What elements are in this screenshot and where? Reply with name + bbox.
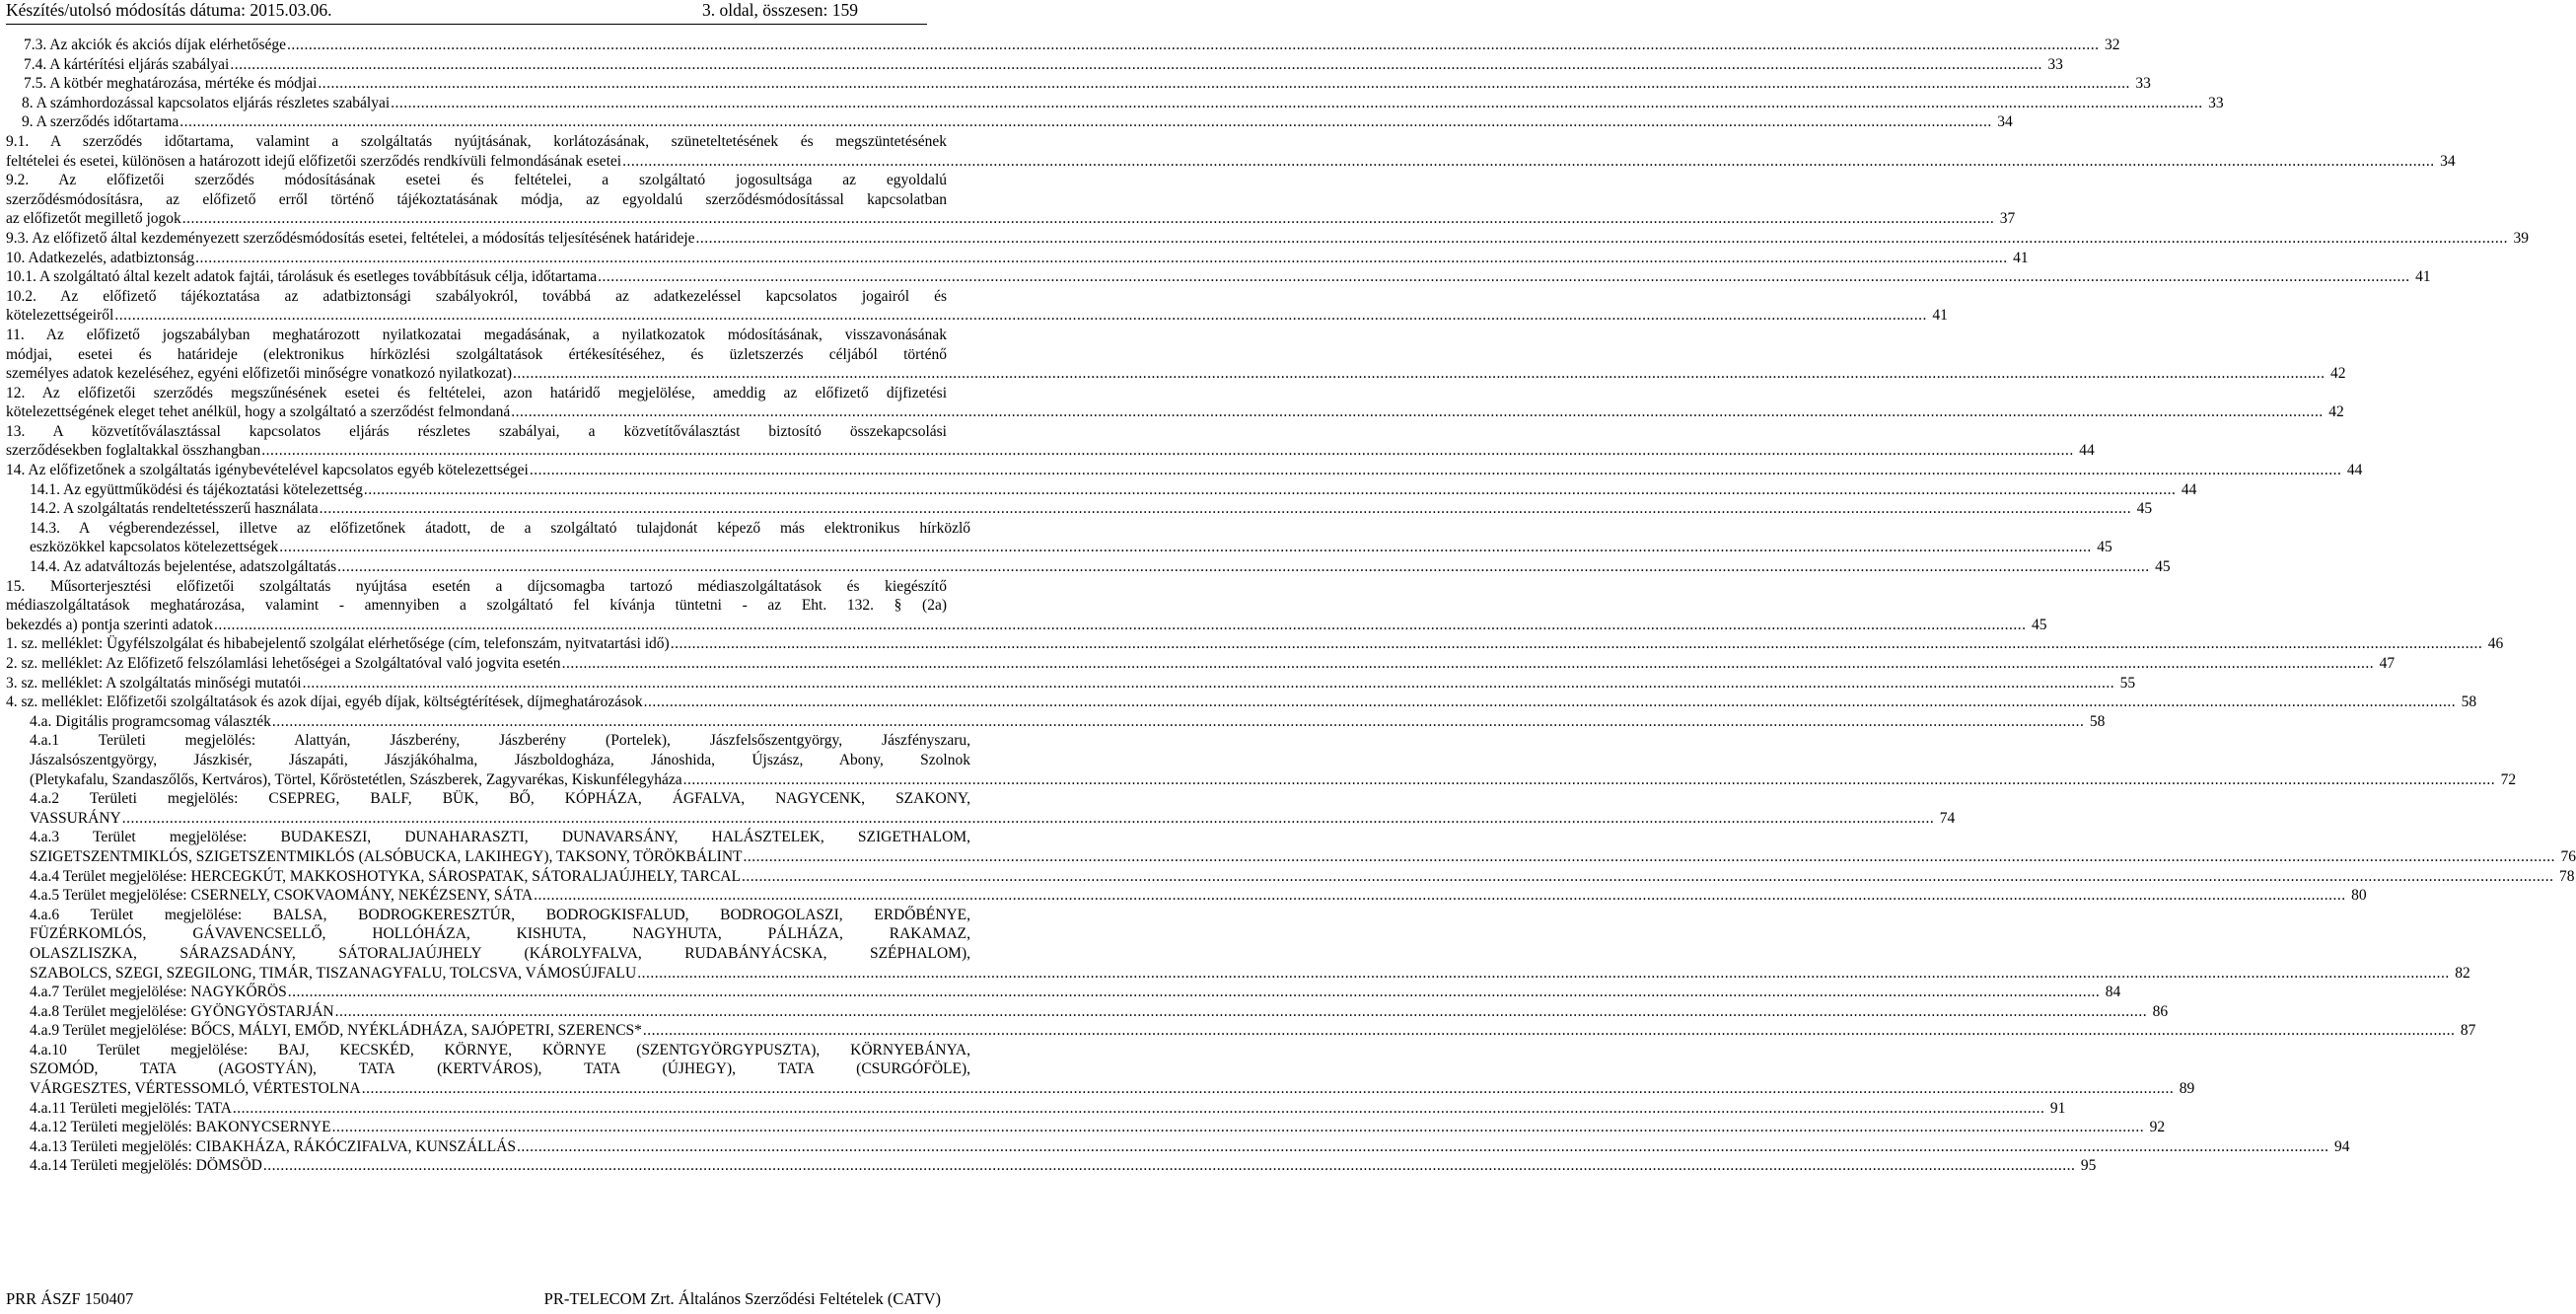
toc-entry-title: 4. sz. melléklet: Előfizetői szolgáltatások és azok díjai, egyéb díjak, költségtérítések, díjmeghatározások	[6, 694, 643, 711]
toc-entry-title: 14.4. Az adatváltozás bejelentése, adatszolgáltatás	[30, 558, 337, 576]
toc-page-number: 44	[2346, 462, 2363, 479]
toc-entry[interactable]	[6, 906, 2470, 983]
page-header	[6, 0, 927, 25]
toc-entry-title: 4.a.14 Területi megjelölés: DÖMSÖD	[30, 1157, 262, 1175]
page-footer	[6, 1288, 947, 1314]
toc-entry[interactable]	[6, 1002, 2169, 1022]
toc-entry[interactable]	[6, 867, 2575, 887]
toc-entry-text-line: szerződésmódosításra, az előfizető erről történő tájékoztatásának módja, az egyoldalú szerződésmódosítással kapcsolatban	[6, 190, 947, 208]
dot-leader	[696, 229, 2509, 249]
toc-entry-title: 7.4. A kártérítési eljárás szabályai	[24, 55, 230, 73]
dot-leader	[230, 55, 2042, 75]
toc-entry-text-line: 4.a.6 Terület megjelölése: BALSA, BODROGKERESZTÚR, BODROGKISFALUD, BODROGOLASZI, ERDŐBÉNYE,	[30, 906, 970, 923]
toc-entry-text-line: 4.a.1 Területi megjelölés: Alattyán, Jászberény, Jászberény (Portelek), Jászfelsőszentgyörgy, Jászfényszaru,	[30, 732, 970, 750]
toc-entry[interactable]	[6, 499, 2153, 519]
toc-entry[interactable]	[6, 171, 2016, 229]
dot-leader	[337, 557, 2150, 577]
dot-leader	[214, 616, 2027, 635]
toc-page-number: 74	[1939, 809, 1956, 827]
toc-entry-title: az előfizetőt megillető jogok	[6, 210, 181, 228]
toc-entry-text-line: 15. Műsorterjesztési előfizetői szolgáltatás nyújtása esetén a díjcsomagba tartozó médiaszolgáltatások és kiegészítő	[6, 577, 947, 595]
toc-entry[interactable]	[6, 249, 2029, 268]
toc-entry[interactable]	[6, 384, 2344, 422]
toc-entry-title: 4.a.4 Terület megjelölése: HERCEGKÚT, MAKKOSHOTYKA, SÁROSPATAK, SÁTORALJAÚJHELY, TARCAL	[30, 867, 741, 885]
dot-leader	[364, 480, 2177, 500]
toc-entry[interactable]	[6, 74, 2151, 94]
dot-leader	[513, 364, 2326, 384]
toc-entry[interactable]	[6, 983, 2121, 1002]
dot-leader	[335, 1002, 2148, 1022]
toc-entry[interactable]	[6, 94, 2224, 113]
toc-entry-title: személyes adatok kezeléséhez, egyéni előfizetői minőségre vonatkozó nyilatkozat)	[6, 365, 513, 383]
toc-entry[interactable]	[6, 557, 2171, 577]
toc-page-number: 34	[2440, 152, 2456, 170]
dot-leader	[534, 886, 2346, 906]
toc-entry[interactable]	[6, 55, 2063, 75]
toc-page-number: 58	[2461, 694, 2477, 711]
toc-page-number: 45	[2097, 539, 2112, 556]
dot-leader	[179, 112, 1992, 132]
dot-leader	[318, 74, 2130, 94]
dot-leader	[279, 538, 2092, 557]
table-of-contents	[6, 36, 2576, 1176]
toc-page-number: 46	[2487, 635, 2504, 653]
toc-page-number: 94	[2334, 1137, 2350, 1155]
toc-entry-title: SZIGETSZENTMIKLÓS, SZIGETSZENTMIKLÓS (ALSÓBUCKA, LAKIHEGY), TAKSONY, TÖRÖKBÁLINT	[30, 847, 743, 865]
toc-entry[interactable]	[6, 693, 2477, 712]
toc-entry[interactable]	[6, 712, 2106, 732]
toc-entry-title: 14.1. Az együttműködési és tájékoztatási kötelezettség	[30, 480, 363, 498]
toc-page-number: 33	[2135, 75, 2151, 93]
toc-entry-title: VÁRGESZTES, VÉRTESSOMLÓ, VÉRTESTOLNA	[30, 1080, 361, 1098]
dot-leader	[637, 964, 2450, 984]
toc-page-number: 91	[2049, 1099, 2066, 1117]
toc-page-number: 95	[2080, 1157, 2097, 1175]
toc-entry[interactable]	[6, 886, 2367, 906]
toc-entry-text-line: 9.1. A szerződés időtartama, valamint a szolgáltatás nyújtásának, korlátozásának, szüneteltetésének és megszüntetésének	[6, 132, 947, 150]
dot-leader	[261, 441, 2074, 461]
toc-entry-text-line: 13. A közvetítőválasztással kapcsolatos eljárás részletes szabályai, a közvetítőválasztást biztosító összekapcsolási	[6, 422, 947, 440]
toc-entry-title: 4.a.7 Terület megjelölése: NAGYKŐRÖS	[30, 984, 287, 1001]
toc-entry-title: kötelezettségeiről	[6, 307, 114, 325]
dot-leader	[511, 402, 2324, 422]
toc-page-number: 44	[2181, 480, 2197, 498]
modification-date: Készítés/utolsó módosítás dátuma: 2015.03.06.	[6, 0, 332, 20]
toc-entry[interactable]	[6, 674, 2136, 694]
dot-leader	[643, 1021, 2456, 1041]
toc-entry[interactable]	[6, 1041, 2195, 1099]
toc-entry[interactable]	[6, 229, 2530, 249]
toc-entry-title: 4.a.8 Terület megjelölése: GYÖNGYÖSTARJÁN	[30, 1002, 334, 1020]
toc-entry-text-line: OLASZLISZKA, SÁRAZSADÁNY, SÁTORALJAÚJHELY (KÁROLYFALVA, RUDABÁNYÁCSKA, SZÉPHALOM),	[30, 944, 970, 962]
toc-entry-text-line: Jászalsószentgyörgy, Jászkisér, Jászapáti, Jászjákóhalma, Jászboldogháza, Jánoshida, Újszász, Abony, Szolnok	[30, 751, 970, 768]
dot-leader	[263, 1156, 2076, 1176]
toc-entry-text-line: 14.3. A végberendezéssel, illetve az előfizetőnek átadott, de a szolgáltató tulajdonát képező más elektronikus hírközlő	[30, 519, 970, 537]
toc-entry-text-line: módjai, esetei és határideje (elektronikus hírközlési szolgáltatások értékesítéséhez, és üzletszerzés céljából történő	[6, 345, 947, 363]
dot-leader	[233, 1099, 2045, 1119]
toc-entry-title: 7.3. Az akciók és akciós díjak elérhetősége	[24, 36, 286, 53]
toc-entry-title: 9. A szerződés időtartama	[22, 113, 179, 131]
toc-entry-title: 3. sz. melléklet: A szolgáltatás minőségi mutatói	[6, 674, 302, 692]
dot-leader	[195, 249, 2008, 268]
toc-entry[interactable]	[6, 519, 2112, 557]
toc-page-number: 45	[2032, 616, 2047, 633]
toc-page-number: 33	[2208, 94, 2224, 111]
document-title: PR-TELECOM Zrt. Általános Szerződési Feltételek (CATV)	[543, 1289, 941, 1308]
toc-page-number: 33	[2047, 55, 2063, 73]
toc-entry-title: 1. sz. melléklet: Ügyfélszolgálat és hibabejelentő szolgálat elérhetősége (cím, telefonszám, nyitvatartási idő)	[6, 635, 670, 653]
dot-leader	[671, 634, 2483, 654]
toc-entry[interactable]	[6, 112, 2013, 132]
toc-page-number: 44	[2079, 442, 2095, 460]
toc-page-number: 47	[2379, 655, 2396, 672]
toc-entry[interactable]	[6, 36, 2120, 55]
toc-entry-title: 14. Az előfizetőnek a szolgáltatás igénybevételével kapcsolatos egyéb kötelezettségei	[6, 462, 529, 479]
toc-page-number: 55	[2119, 674, 2136, 692]
toc-page-number: 84	[2105, 984, 2121, 1001]
toc-entry[interactable]	[6, 731, 2517, 789]
toc-page-number: 42	[2328, 403, 2344, 421]
toc-page-number: 32	[2105, 36, 2120, 53]
toc-entry-title: 4.a. Digitális programcsomag választék	[30, 712, 271, 730]
toc-entry[interactable]	[6, 326, 2346, 384]
toc-entry-title: eszközökkel kapcsolatos kötelezettségek	[30, 539, 279, 556]
toc-entry-title: 10. Adatkezelés, adatbiztonság	[6, 249, 195, 266]
toc-entry-title: 4.a.11 Területi megjelölés: TATA	[30, 1099, 232, 1117]
toc-page-number: 76	[2560, 847, 2576, 865]
toc-entry-text-line: 11. Az előfizető jogszabályban meghatározott nyilatkozatai megadásának, a nyilatkozatok módosításának, visszavonásának	[6, 326, 947, 343]
toc-page-number: 42	[2330, 365, 2346, 383]
toc-entry[interactable]	[6, 634, 2504, 654]
dot-leader	[644, 693, 2457, 712]
dot-leader	[530, 461, 2342, 480]
toc-entry[interactable]	[6, 267, 2431, 287]
toc-page-number: 41	[2415, 268, 2431, 286]
toc-entry-text-line: 4.a.10 Terület megjelölése: BAJ, KECSKÉD, KÖRNYE, KÖRNYE (SZENTGYÖRGYPUSZTA), KÖRNYEBÁNYA,	[30, 1041, 970, 1058]
toc-entry[interactable]	[6, 1118, 2166, 1137]
toc-entry-text-line: 12. Az előfizetői szerződés megszűnésének esetei és feltételei, azon határidő megjelölése, ameddig az előfizető díjfizetési	[6, 384, 947, 402]
toc-entry-title: feltételei és esetei, különösen a határozott idejű előfizetői szerződés rendkívüli felmondásának esetei	[6, 152, 622, 170]
toc-entry[interactable]	[6, 1021, 2476, 1041]
toc-entry-title: VASSURÁNY	[30, 809, 121, 827]
toc-entry[interactable]	[6, 1156, 2097, 1176]
dot-leader	[598, 267, 2410, 287]
toc-entry-title: (Pletykafalu, Szandaszőlős, Kertváros), Törtel, Kőröstetétlen, Szászberek, Zagyvarékas, Kiskunfélegyháza	[30, 770, 682, 788]
toc-entry[interactable]	[6, 654, 2396, 674]
document-code: PRR ÁSZF 150407	[6, 1289, 134, 1308]
dot-leader	[272, 712, 2085, 732]
dot-leader	[332, 1118, 2145, 1137]
dot-leader	[122, 809, 1935, 829]
page-counter: 3. oldal, összesen: 159	[702, 0, 858, 20]
toc-entry-title: 9.3. Az előfizető által kezdeményezett szerződésmódosítás esetei, feltételei, a módosítás teljesítésének határideje	[6, 229, 695, 247]
toc-entry[interactable]	[6, 789, 1956, 828]
toc-entry-text-line: SZOMÓD, TATA (AGOSTYÁN), TATA (KERTVÁROS), TATA (ÚJHEGY), TATA (CSURGÓFÖLE),	[30, 1060, 970, 1078]
dot-leader	[742, 867, 2554, 887]
dot-leader	[683, 770, 2496, 790]
toc-page-number: 37	[1999, 210, 2016, 228]
toc-entry-title: 10.1. A szolgáltató által kezelt adatok fajtái, tárolásuk és esetleges továbbításuk célja, időtartama	[6, 268, 598, 286]
toc-entry-text-line: 4.a.3 Terület megjelölése: BUDAKESZI, DUNAHARASZTI, DUNAVARSÁNY, HALÁSZTELEK, SZIGETHALOM,	[30, 829, 970, 846]
toc-page-number: 41	[1932, 307, 1948, 325]
toc-entry-text-line: 9.2. Az előfizetői szerződés módosításának esetei és feltételei, a szolgáltató jogosultsága az egyoldalú	[6, 172, 947, 189]
toc-page-number: 58	[2089, 712, 2106, 730]
dot-leader	[622, 152, 2435, 172]
toc-entry-title: bekezdés a) pontja szerinti adatok	[6, 616, 214, 633]
dot-leader	[303, 674, 2115, 694]
toc-page-number: 82	[2455, 964, 2470, 982]
toc-entry-title: 4.a.5 Terület megjelölése: CSERNELY, CSOKVAOMÁNY, NEKÉZSENY, SÁTA	[30, 887, 534, 905]
toc-entry-text-line: médiaszolgáltatások meghatározása, valamint - amennyiben a szolgáltató fel kívánja tüntetni - az Eht. 132. § (2a)	[6, 597, 947, 615]
toc-entry[interactable]	[6, 132, 2456, 171]
toc-entry[interactable]	[6, 1137, 2350, 1157]
toc-entry-title: 4.a.13 Területi megjelölés: CIBAKHÁZA, RÁKÓCZIFALVA, KUNSZÁLLÁS	[30, 1137, 517, 1155]
toc-entry-title: 8. A számhordozással kapcsolatos eljárás részletes szabályai	[22, 94, 391, 111]
dot-leader	[114, 306, 1927, 326]
toc-entry[interactable]	[6, 577, 2047, 635]
dot-leader	[391, 94, 2203, 113]
toc-page-number: 41	[2013, 249, 2029, 266]
toc-page-number: 45	[2155, 558, 2171, 576]
toc-page-number: 34	[1997, 113, 2013, 131]
dot-leader	[362, 1079, 2175, 1099]
toc-page-number: 92	[2149, 1119, 2166, 1136]
dot-leader	[182, 209, 1995, 229]
dot-leader	[288, 983, 2101, 1002]
toc-page-number: 87	[2460, 1022, 2476, 1040]
toc-entry-text-line: FÜZÉRKOMLÓS, GÁVAVENCSELLŐ, HOLLÓHÁZA, KISHUTA, NAGYHUTA, PÁLHÁZA, RAKAMAZ,	[30, 925, 970, 943]
toc-entry-text-line: 10.2. Az előfizető tájékoztatása az adatbiztonsági szabályokról, továbbá az adatkezeléssel kapcsolatos jogairól és	[6, 287, 947, 305]
toc-entry-title: SZABOLCS, SZEGI, SZEGILONG, TIMÁR, TISZANAGYFALU, TOLCSVA, VÁMOSÚJFALU	[30, 964, 637, 982]
toc-entry[interactable]	[6, 480, 2197, 500]
dot-leader	[562, 654, 2375, 674]
toc-entry[interactable]	[6, 461, 2363, 480]
toc-entry[interactable]	[6, 422, 2095, 461]
toc-entry-title: 7.5. A kötbér meghatározása, mértéke és módjai	[24, 75, 318, 93]
toc-entry[interactable]	[6, 828, 2576, 866]
toc-entry-text-line: 4.a.2 Területi megjelölés: CSEPREG, BALF, BÜK, BŐ, KÓPHÁZA, ÁGFALVA, NAGYCENK, SZAKONY,	[30, 790, 970, 808]
toc-entry-title: 4.a.12 Területi megjelölés: BAKONYCSERNYE	[30, 1119, 331, 1136]
toc-page-number: 72	[2500, 770, 2517, 788]
toc-entry[interactable]	[6, 1099, 2066, 1119]
toc-page-number: 45	[2136, 500, 2153, 518]
dot-leader	[517, 1137, 2329, 1157]
toc-page-number: 89	[2179, 1080, 2195, 1098]
toc-entry-title: 4.a.9 Terület megjelölése: BŐCS, MÁLYI, EMŐD, NYÉKLÁDHÁZA, SAJÓPETRI, SZERENCS*	[30, 1022, 642, 1040]
toc-entry-title: 14.2. A szolgáltatás rendeltetésszerű használata	[30, 500, 319, 518]
toc-page-number: 86	[2152, 1002, 2169, 1020]
dot-leader	[744, 847, 2556, 867]
toc-page-number: 78	[2558, 867, 2575, 885]
toc-entry[interactable]	[6, 287, 1948, 326]
toc-page-number: 39	[2513, 229, 2530, 247]
dot-leader	[320, 499, 2132, 519]
toc-page-number: 80	[2351, 887, 2367, 905]
toc-entry-title: kötelezettségének eleget tehet anélkül, hogy a szolgáltató a szerződést felmondaná	[6, 403, 511, 421]
dot-leader	[287, 36, 2100, 55]
toc-entry-title: 2. sz. melléklet: Az Előfizető felszólamlási lehetőségei a Szolgáltatóval való jogvita esetén	[6, 655, 561, 672]
toc-entry-title: szerződésekben foglaltakkal összhangban	[6, 442, 261, 460]
